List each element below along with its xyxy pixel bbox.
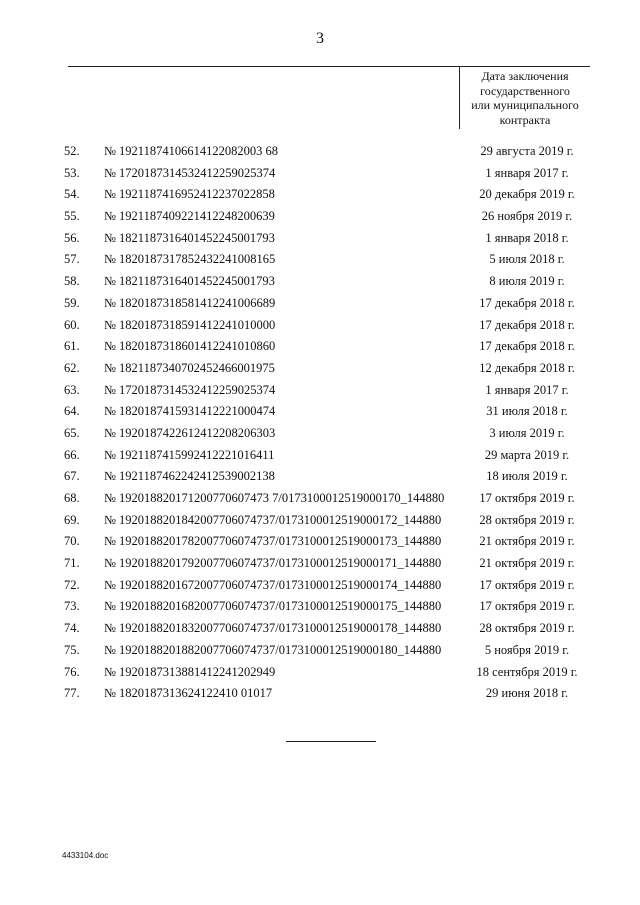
contract-number: № 1921187416952412237022858 [104, 187, 275, 202]
contract-date: 29 августа 2019 г. [480, 144, 574, 158]
row-index: 60. [64, 317, 80, 332]
contract-date: 18 сентября 2019 г. [476, 664, 578, 679]
contract-date: 28 октября 2019 г. [479, 512, 575, 527]
row-index: 54. [64, 187, 80, 202]
row-index: 71. [64, 556, 80, 571]
contract-number: № 1820187415931412221000474 [104, 404, 276, 419]
page-number: 3 [316, 30, 324, 47]
date-column-header-line: или муниципального [471, 98, 579, 112]
contract-number: № 19211874106614122082003 68 [104, 144, 278, 158]
row-index: 59. [64, 295, 80, 310]
contract-number: № 1720187314532412259025374 [104, 382, 276, 397]
contract-date: 28 октября 2019 г. [479, 621, 575, 636]
contract-date: 1 января 2018 г. [485, 230, 569, 245]
contract-number: № 1920187313881412241202949 [104, 664, 276, 679]
table-row [0, 360, 640, 382]
row-index: 61. [64, 339, 80, 354]
row-index: 56. [64, 230, 80, 245]
file-code: 4433104.doc [62, 851, 109, 860]
table-row [0, 425, 640, 447]
table-row [0, 251, 640, 273]
contract-date: 12 декабря 2018 г. [479, 360, 575, 375]
contract-number: № 1820187313624122410 01017 [104, 686, 273, 701]
contract-number: № 1921187409221412248200639 [104, 209, 275, 224]
contract-date: 18 июля 2019 г. [486, 469, 568, 484]
row-index: 68. [64, 491, 80, 505]
row-index: 63. [64, 382, 80, 397]
contract-number: № 1821187316401452245001793 [104, 230, 275, 245]
date-column-header [462, 69, 588, 127]
table-header-divider [459, 66, 460, 129]
contract-date: 5 ноября 2019 г. [484, 642, 570, 657]
row-index: 75. [64, 642, 80, 657]
contract-number: № 1920188201832007706074737/0173100012519000178_144880 [104, 621, 442, 636]
row-index: 73. [64, 599, 80, 614]
table-row [0, 143, 640, 165]
table-row [0, 664, 640, 686]
contract-date: 17 октября 2019 г. [479, 577, 575, 592]
table-row [0, 317, 640, 339]
contract-date: 29 июня 2018 г. [485, 686, 569, 701]
contract-number: № 1920188201672007706074737/0173100012519000174_144880 [104, 577, 442, 592]
date-column-header-line: государственного [480, 83, 570, 98]
table-row [0, 620, 640, 642]
row-index: 53. [64, 165, 80, 180]
table-row [0, 533, 640, 555]
row-index: 58. [64, 274, 80, 289]
table-row [0, 577, 640, 599]
row-index: 57. [64, 252, 80, 267]
contract-number: № 1821187340702452466001975 [104, 360, 275, 375]
table-row [0, 338, 640, 360]
table-row [0, 186, 640, 208]
contract-date: 17 декабря 2018 г. [479, 295, 575, 310]
contract-number: № 1920188201682007706074737/0173100012519000175_144880 [104, 599, 442, 614]
contract-date: 29 марта 2019 г. [484, 447, 570, 462]
contract-date: 17 октября 2019 г. [479, 599, 575, 614]
table-row [0, 230, 640, 252]
row-index: 66. [64, 447, 80, 462]
table-row [0, 382, 640, 404]
contract-number: № 1920188201882007706074737/0173100012519000180_144880 [104, 642, 442, 657]
row-index: 55. [64, 209, 80, 224]
date-column-header-line: Дата заключения [481, 69, 569, 83]
row-index: 65. [64, 425, 80, 440]
row-index: 62. [64, 360, 80, 375]
contract-date: 21 октября 2019 г. [479, 556, 575, 571]
contract-date: 20 декабря 2019 г. [479, 187, 575, 202]
contract-number: № 1920188201842007706074737/0173100012519000172_144880 [104, 512, 442, 527]
contract-date: 26 ноября 2019 г. [481, 209, 573, 224]
contract-table-body [0, 143, 640, 707]
contract-date: 5 июля 2018 г. [489, 252, 565, 267]
table-row [0, 468, 640, 490]
contract-number: № 1820187318581412241006689 [104, 295, 276, 310]
table-row [0, 512, 640, 534]
row-index: 67. [64, 469, 80, 484]
date-column-header-line: контракта [499, 112, 551, 127]
table-row [0, 490, 640, 512]
contract-date: 17 декабря 2018 г. [479, 317, 575, 332]
table-row [0, 208, 640, 230]
table-row [0, 598, 640, 620]
row-index: 69. [64, 512, 80, 527]
contract-number: № 1820187317852432241008165 [104, 252, 276, 267]
contract-date: 31 июля 2018 г. [486, 404, 568, 419]
table-row [0, 273, 640, 295]
row-index: 77. [64, 686, 80, 701]
contract-number: № 1820187318601412241010860 [104, 339, 276, 354]
contract-number: № 1921187415992412221016411 [104, 447, 275, 462]
contract-number: № 1821187316401452245001793 [104, 274, 275, 289]
contract-date: 17 октября 2019 г. [479, 491, 575, 505]
table-row [0, 295, 640, 317]
end-of-document-rule [286, 741, 376, 742]
contract-number: № 1720187314532412259025374 [104, 165, 276, 180]
contract-number: № 1921187462242412539002138 [104, 469, 275, 484]
contract-number: № 1920188201792007706074737/0173100012519000171_144880 [104, 556, 442, 571]
contract-number: № 1920187422612412208206303 [104, 425, 276, 440]
table-row [0, 642, 640, 664]
row-index: 74. [64, 621, 80, 636]
table-row [0, 685, 640, 707]
table-row [0, 165, 640, 187]
table-row [0, 447, 640, 469]
contract-date: 3 июля 2019 г. [489, 425, 565, 440]
contract-number: № 192018820171200770607473 7/0173100012519000170_144880 [104, 491, 445, 505]
table-row [0, 555, 640, 577]
contract-date: 1 января 2017 г. [485, 165, 569, 180]
row-index: 76. [64, 664, 80, 679]
row-index: 64. [64, 404, 80, 419]
row-index: 52. [64, 144, 80, 158]
row-index: 70. [64, 534, 80, 549]
table-header-rule [68, 66, 590, 67]
contract-date: 17 декабря 2018 г. [479, 339, 575, 354]
row-index: 72. [64, 577, 80, 592]
contract-date: 1 января 2017 г. [485, 382, 569, 397]
contract-number: № 1920188201782007706074737/0173100012519000173_144880 [104, 534, 442, 549]
contract-number: № 1820187318591412241010000 [104, 317, 276, 332]
contract-date: 21 октября 2019 г. [479, 534, 575, 549]
contract-date: 8 июля 2019 г. [489, 274, 565, 289]
table-row [0, 403, 640, 425]
